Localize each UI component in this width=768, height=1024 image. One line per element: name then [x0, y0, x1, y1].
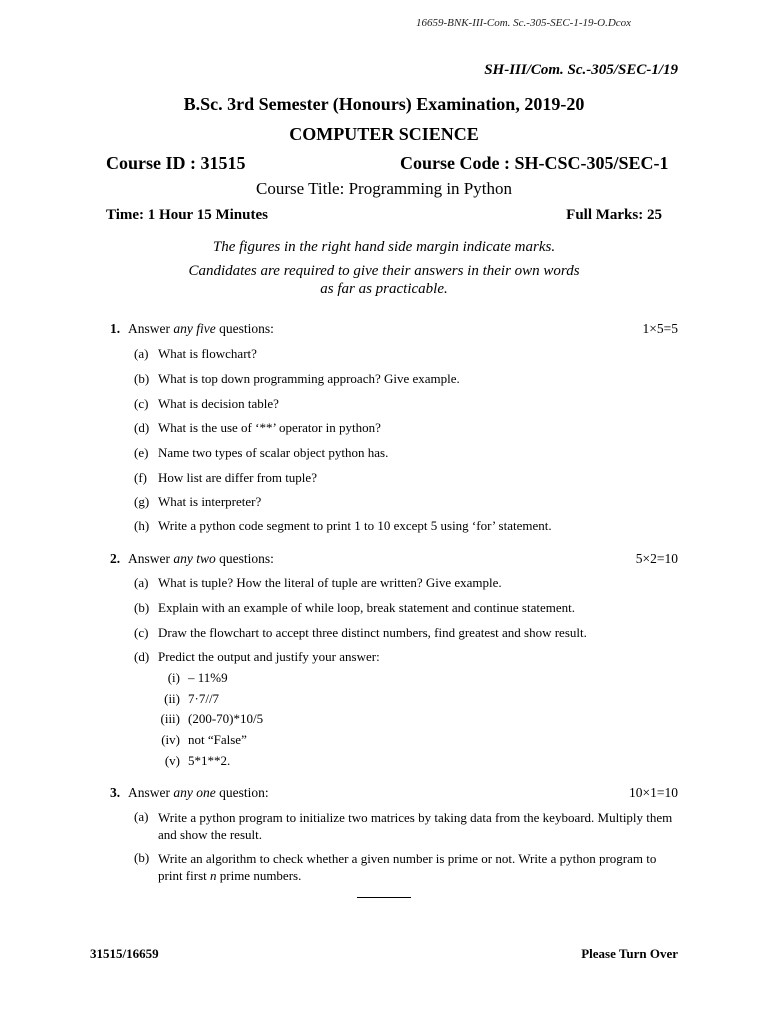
- option-text: Write a python program to initialize two matrices by taking data from the keyboard. Multiply them and show the result.: [158, 810, 673, 842]
- footer-turn-over: Please Turn Over: [581, 946, 678, 961]
- question-number: 2.: [110, 551, 121, 566]
- question-instruction: Answer any five questions:: [128, 321, 274, 336]
- question-instruction: Answer any one question:: [128, 785, 269, 800]
- course-title: Course Title: Programming in Python: [256, 179, 512, 198]
- sub-item-label: (v): [164, 753, 180, 768]
- option-label: (c): [134, 625, 149, 640]
- option-text: Predict the output and justify your answer:: [158, 649, 380, 664]
- option-text: How list are differ from tuple?: [158, 470, 317, 485]
- option-text: What is top down programming approach? Give example.: [158, 371, 460, 386]
- paper-code: SH-III/Com. Sc.-305/SEC-1/19: [484, 62, 678, 78]
- option-text: What is decision table?: [158, 396, 279, 411]
- option-text: What is flowchart?: [158, 346, 257, 361]
- exam-title: B.Sc. 3rd Semester (Honours) Examination, 2019-20: [183, 94, 585, 114]
- exam-time: Time: 1 Hour 15 Minutes: [106, 207, 268, 223]
- question-number: 3.: [110, 785, 121, 800]
- option-label: (g): [134, 494, 150, 509]
- option-text: Explain with an example of while loop, break statement and continue statement.: [158, 600, 575, 615]
- sub-item-text: (200-70)*10/5: [188, 711, 264, 726]
- option-label: (b): [134, 850, 150, 865]
- sub-item-label: (i): [167, 670, 180, 685]
- option-label: (c): [134, 396, 149, 411]
- option-text: What is interpreter?: [158, 494, 262, 509]
- instruction-own-words: Candidates are required to give their answers in their own words: [188, 263, 580, 279]
- course-id: Course ID : 31515: [106, 153, 246, 173]
- option-label: (f): [134, 470, 147, 485]
- question-marks: 10×1=10: [629, 785, 678, 800]
- option-text: What is tuple? How the literal of tuple are written? Give example.: [158, 575, 502, 590]
- sub-item-label: (iii): [160, 711, 180, 726]
- instruction-own-words-cont: as far as practicable.: [320, 281, 448, 297]
- option-text: Name two types of scalar object python has.: [158, 445, 389, 460]
- option-label: (e): [134, 445, 149, 460]
- option-label: (b): [134, 600, 150, 615]
- instruction-marks: The figures in the right hand side margin indicate marks.: [212, 239, 556, 255]
- sub-item-text: 7·7//7: [188, 691, 220, 706]
- course-code: Course Code : SH-CSC-305/SEC-1: [400, 153, 669, 173]
- sub-item-text: – 11%9: [188, 670, 228, 685]
- option-text: What is the use of ‘**’ operator in python?: [158, 420, 381, 435]
- option-label: (h): [134, 518, 150, 533]
- file-reference: 16659-BNK-III-Com. Sc.-305-SEC-1-19-O.Dcox: [416, 17, 632, 29]
- sub-item-label: (ii): [164, 691, 180, 706]
- option-label: (d): [134, 420, 150, 435]
- subject-title: COMPUTER SCIENCE: [289, 124, 479, 144]
- sub-item-text: not “False”: [188, 732, 247, 747]
- full-marks: Full Marks: 25: [566, 207, 662, 223]
- end-rule: [357, 897, 411, 898]
- question-marks: 5×2=10: [635, 551, 678, 566]
- question-marks: 1×5=5: [642, 321, 678, 336]
- option-label: (a): [134, 575, 149, 590]
- sub-item-label: (iv): [161, 732, 180, 747]
- question-number: 1.: [110, 321, 121, 336]
- option-text: Write a python code segment to print 1 to 10 except 5 using ‘for’ statement.: [158, 518, 552, 533]
- option-label: (a): [134, 346, 149, 361]
- option-label: (d): [134, 649, 150, 664]
- footer-paper-id: 31515/16659: [90, 946, 159, 961]
- option-text: Draw the flowchart to accept three distinct numbers, find greatest and show result.: [158, 625, 587, 640]
- sub-item-text: 5*1**2.: [188, 753, 231, 768]
- question-instruction: Answer any two questions:: [128, 551, 274, 566]
- option-text: Write an algorithm to check whether a given number is prime or not. Write a python program to print first n prime numbers.: [158, 851, 657, 883]
- option-label: (a): [134, 809, 149, 824]
- option-label: (b): [134, 371, 150, 386]
